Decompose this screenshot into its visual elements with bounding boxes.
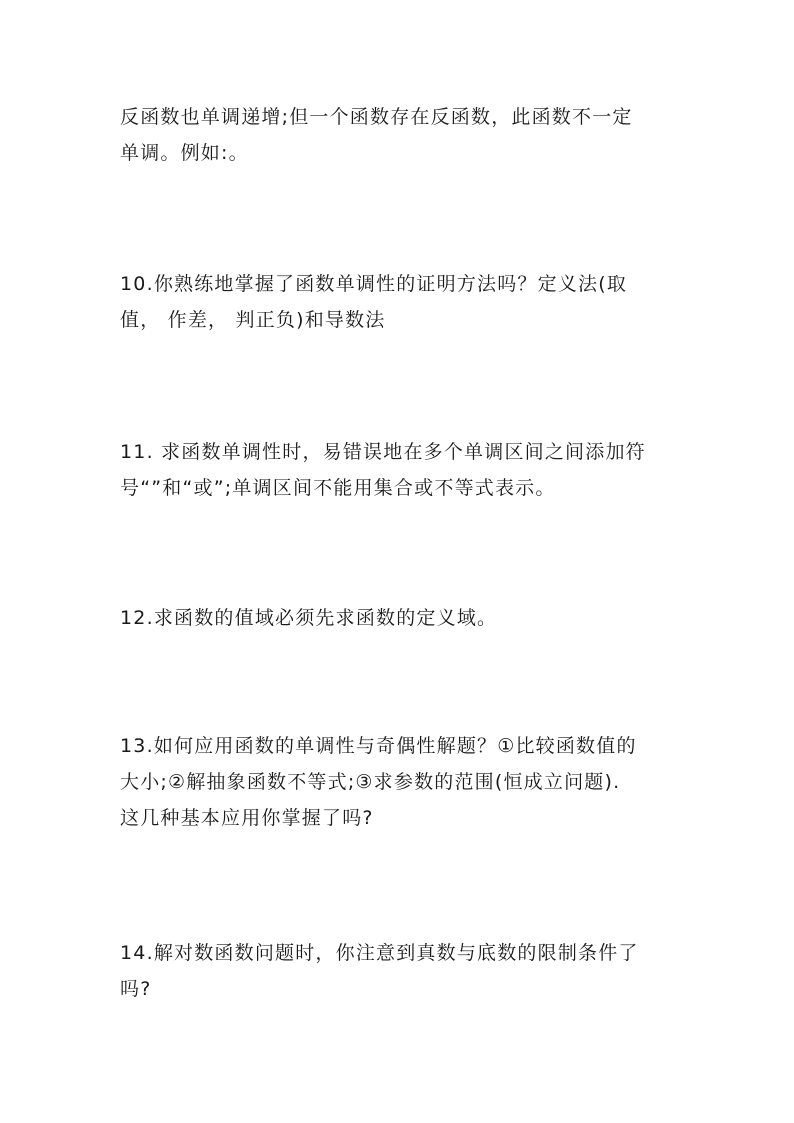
text-line: 12.求函数的值域必须先求函数的定义域。: [120, 607, 498, 629]
text-line: 反函数也单调递增;但一个函数存在反函数，此函数不一定: [120, 106, 633, 128]
paragraph-item-12: [120, 600, 680, 636]
paragraph-item-13: [120, 728, 680, 836]
text-line: 11. 求函数单调性时，易错误地在多个单调区间之间添加符: [120, 441, 646, 463]
paragraph-item-14: [120, 935, 680, 1007]
paragraph-item-10: [120, 266, 680, 338]
paragraph-inverse-function-note: [120, 99, 680, 171]
paragraph-item-11: [120, 434, 680, 506]
text-line: 值， 作差， 判正负)和导数法: [120, 309, 386, 331]
text-line: 13.如何应用函数的单调性与奇偶性解题？①比较函数值的: [120, 735, 637, 757]
text-line: 10.你熟练地掌握了函数单调性的证明方法吗？定义法(取: [120, 273, 628, 295]
text-line: 14.解对数函数问题时，你注意到真数与底数的限制条件了: [120, 942, 639, 964]
text-line: 这几种基本应用你掌握了吗?: [120, 807, 374, 829]
text-line: 大小;②解抽象函数不等式;③求参数的范围(恒成立问题).: [120, 771, 621, 793]
text-line: 号“”和“或”;单调区间不能用集合或不等式表示。: [120, 477, 556, 499]
text-line: 单调。例如:。: [120, 142, 249, 164]
text-line: 吗?: [120, 978, 152, 1000]
